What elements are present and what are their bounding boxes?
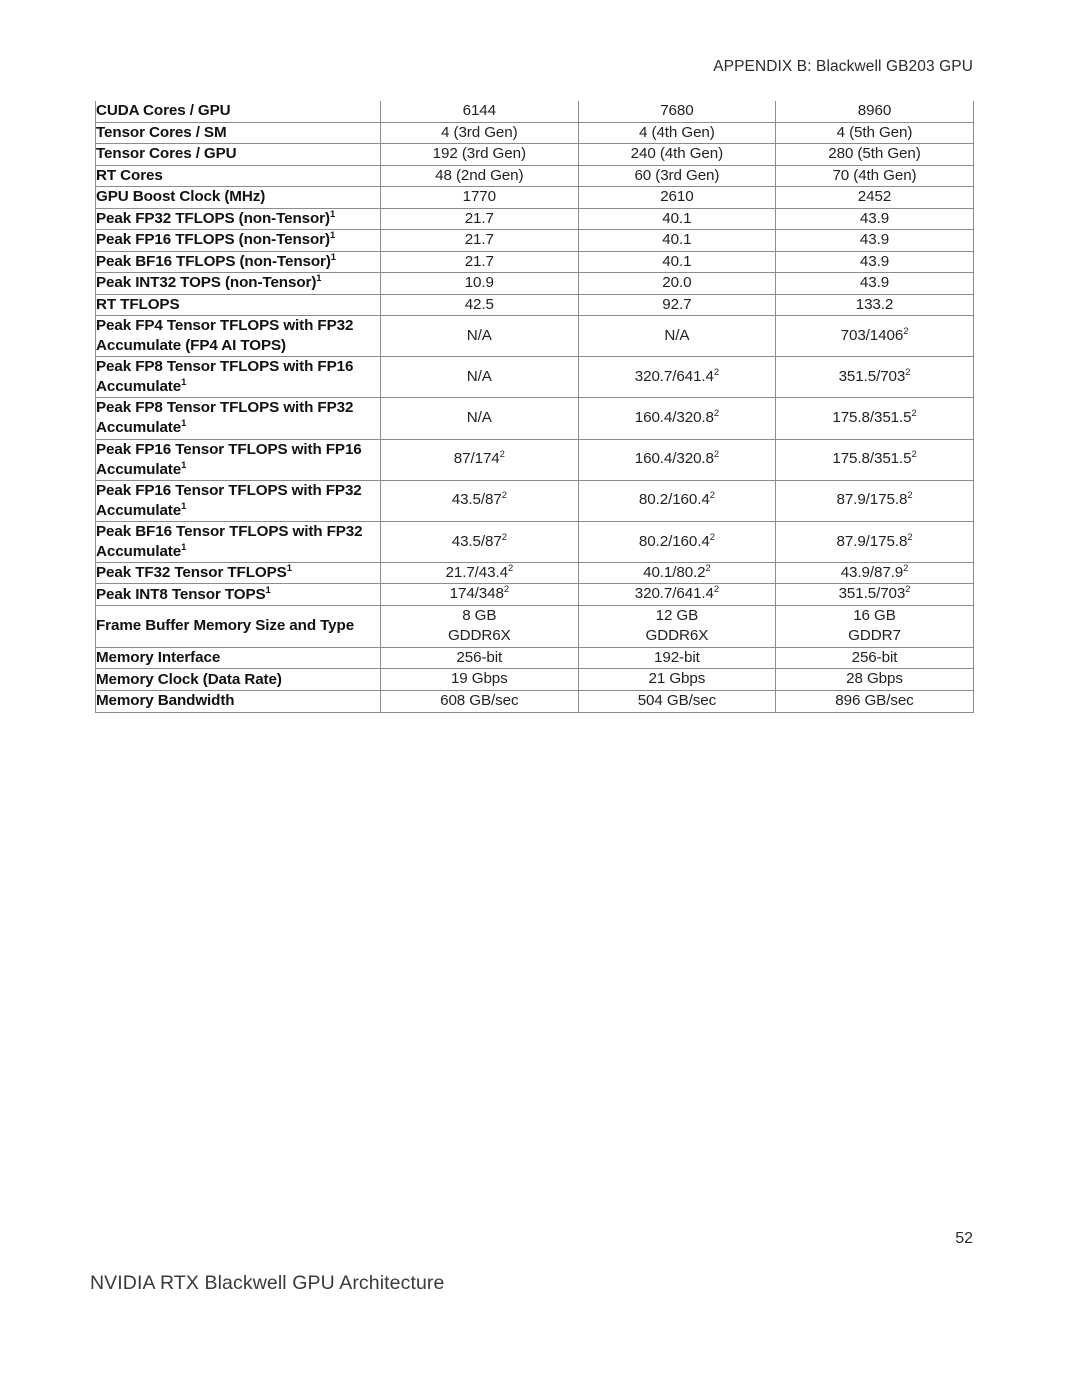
spec-value-cell [578,144,776,166]
spec-value-line: $43.5/87^2$ [451,530,507,550]
spec-value-cell [578,230,776,252]
footnote-marker: 1 [330,250,336,262]
spec-value-cell [578,398,776,439]
footnote-marker: 1 [286,562,292,574]
spec-value-cell [776,584,974,606]
page-number: 52 [955,1230,973,1247]
spec-label-cell: RT TFLOPS [96,294,381,316]
spec-value-cell [776,144,974,166]
document-footer-title: NVIDIA RTX Blackwell GPU Architecture [90,1272,445,1294]
spec-value-line: $43.5/87^2$ [451,489,507,509]
spec-value-cell [381,208,579,230]
spec-value-cell [776,294,974,316]
footnote-marker: 2 [905,366,911,378]
spec-value-line: 42.5 [464,295,494,313]
spec-value-cell [578,357,776,398]
table-row [96,605,974,647]
spec-value-cell [381,521,579,562]
spec-value-cell [381,316,579,357]
spec-value-cell [776,273,974,295]
spec-value-cell [776,647,974,669]
spec-value-cell [381,669,579,691]
spec-label-cell: Peak FP8 Tensor TFLOPS with FP32 Accumulate$^1$ [96,398,381,439]
table-row [96,562,974,584]
footnote-marker: 1 [181,499,187,511]
spec-value-line: N/A [466,409,492,427]
spec-value-cell [776,669,974,691]
spec-value-line: 4 (5th Gen) [836,123,913,141]
footnote-marker: 2 [907,489,913,501]
spec-value-cell [381,398,579,439]
spec-value-cell [776,165,974,187]
spec-value-cell [776,398,974,439]
spec-value-line: 256-bit [456,648,503,666]
spec-value-cell [776,357,974,398]
footnote-marker: 2 [501,530,507,542]
spec-value-cell [381,165,579,187]
spec-value-cell [578,562,776,584]
spec-value-line: 70 (4th Gen) [832,166,917,184]
table-row [96,230,974,252]
spec-value-line: GDDR6X [447,627,511,645]
footnote-marker: 2 [705,561,711,573]
spec-value-line: 133.2 [855,295,894,313]
spec-label-cell: Peak FP8 Tensor TFLOPS with FP16 Accumulate$^1$ [96,357,381,398]
spec-value-line: 175.8/351.5$^2$ [832,407,917,427]
spec-value-line: 16 GB [853,606,896,624]
spec-value-cell [578,294,776,316]
table-row [96,357,974,398]
spec-value-line: 504 GB/sec [637,692,717,709]
spec-value-line: 40.1/80.2$^2$ [643,561,711,581]
spec-value-line: 175.8/351.5$^2$ [832,448,917,468]
footnote-marker: 2 [709,489,715,501]
table-row [96,101,974,122]
spec-value-cell [776,691,974,713]
spec-value-line: 192 (3rd Gen) [432,145,526,163]
spec-label-cell: GPU Boost Clock (MHz) [96,187,381,209]
footnote-marker: 1 [181,376,187,388]
spec-value-line: 21 Gbps [648,670,706,688]
spec-label-cell: Peak FP16 Tensor TFLOPS with FP32 Accumulate$^1$ [96,480,381,521]
spec-value-cell [381,294,579,316]
spec-value-cell [381,584,579,606]
spec-value-cell [381,251,579,273]
spec-value-line: 80.2/160.4$^2$ [638,530,715,550]
spec-label-cell: Peak BF16 TFLOPS (non-Tensor)$^1$ [96,251,381,273]
footnote-marker: 2 [507,561,514,573]
spec-value-line: 21.7/43.4$^2$ [445,561,514,581]
spec-value-line: 8960 [857,102,892,119]
footnote-marker: 2 [911,448,917,460]
spec-value-cell [381,647,579,669]
spec-value-line: 280 (5th Gen) [828,145,921,163]
table-row [96,669,974,691]
table-row [96,398,974,439]
footnote-marker: 2 [911,407,917,419]
spec-value-line: N/A [664,326,690,344]
footnote-marker: 1 [181,417,187,429]
footnote-marker: 2 [713,448,720,460]
spec-label-cell: Memory Bandwidth [96,691,381,713]
footnote-marker: 1 [316,272,322,284]
footnote-marker: 1 [329,207,336,219]
footnote-marker: 1 [181,540,187,552]
spec-value-cell [381,439,579,480]
spec-value-line: 1770 [462,188,496,206]
spec-label-cell: Peak FP16 TFLOPS (non-Tensor)$^1$ [96,230,381,252]
footnote-marker: 2 [713,366,720,378]
table-row [96,208,974,230]
table-row [96,480,974,521]
spec-label-cell: Tensor Cores / SM [96,122,381,144]
spec-value-line: 87.9/175.8$^2$ [836,489,913,509]
spec-value-line: 40.1 [662,252,692,270]
spec-value-cell [578,584,776,606]
spec-value-cell [578,691,776,713]
spec-label-cell: Peak BF16 Tensor TFLOPS with FP32 Accumulate$^1$ [96,521,381,562]
spec-value-cell [381,605,579,647]
spec-value-line: 28 Gbps [846,670,903,688]
footnote-marker: 2 [709,530,715,542]
spec-label-cell: RT Cores [96,165,381,187]
footnote-marker: 2 [907,530,913,542]
spec-value-line: 87.9/175.8$^2$ [836,530,913,550]
spec-value-line: 60 (3rd Gen) [634,166,720,184]
spec-value-cell [776,122,974,144]
spec-value-cell [578,165,776,187]
spec-value-cell [776,521,974,562]
spec-value-line: 21.7 [464,252,494,270]
table-row [96,439,974,480]
spec-value-line: 43.9 [859,252,890,270]
spec-value-cell [578,187,776,209]
spec-value-cell [381,101,579,122]
spec-value-line: $351.5/703^2$ [838,366,911,386]
spec-value-line: N/A [466,326,492,344]
spec-value-line: 7680 [660,102,694,119]
spec-value-line: 256-bit [851,648,898,666]
table-row [96,187,974,209]
spec-value-line: 2610 [660,188,694,206]
spec-value-cell [578,316,776,357]
spec-value-cell [381,122,579,144]
spec-value-cell [578,273,776,295]
spec-value-line: 608 GB/sec [440,692,519,709]
spec-value-line: 2452 [857,188,892,206]
spec-value-line: 19 Gbps [450,670,508,688]
table-row [96,521,974,562]
spec-label-cell: Tensor Cores / GPU [96,144,381,166]
spec-value-line: 320.7/641.4$^2$ [634,583,720,603]
spec-value-cell [578,101,776,122]
spec-value-cell [578,647,776,669]
spec-value-cell [776,480,974,521]
spec-value-cell [381,357,579,398]
spec-value-cell [578,208,776,230]
spec-value-line: 12 GB [655,606,699,624]
spec-value-cell [381,691,579,713]
spec-value-line: 21.7 [464,231,494,249]
spec-value-line: 160.4/320.8$^2$ [634,407,720,427]
footnote-marker: 2 [499,448,505,460]
spec-value-line: 43.9/87.9$^2$ [840,561,909,581]
spec-value-cell [776,251,974,273]
spec-value-line: 240 (4th Gen) [630,145,724,163]
spec-value-cell [578,480,776,521]
spec-value-line: 4 (3rd Gen) [441,123,518,141]
spec-value-line: GDDR6X [645,627,709,645]
spec-value-line: 4 (4th Gen) [639,123,715,141]
spec-value-cell [578,605,776,647]
spec-label-cell: Memory Interface [96,647,381,669]
footnote-marker: 2 [713,583,720,595]
spec-label-cell: Peak FP4 Tensor TFLOPS with FP32 Accumulate (FP4 AI TOPS) [96,316,381,357]
spec-value-line: 92.7 [662,295,692,313]
spec-value-line: 10.9 [464,274,494,292]
spec-value-line: 896 GB/sec [835,692,914,709]
footnote-marker: 2 [503,583,509,595]
table-row [96,122,974,144]
spec-value-line: 160.4/320.8$^2$ [634,448,720,468]
table-row [96,294,974,316]
spec-label-cell: Peak INT8 Tensor TOPS$^1$ [96,584,381,606]
spec-value-cell [776,187,974,209]
spec-value-line: 192-bit [654,648,700,666]
spec-value-cell [578,251,776,273]
spec-value-line: 43.9 [859,274,890,292]
table-row [96,316,974,357]
spec-label-cell: Peak FP16 Tensor TFLOPS with FP16 Accumulate$^1$ [96,439,381,480]
gpu-spec-table-body [96,101,974,712]
spec-value-line: 43.9 [859,209,890,227]
running-header: APPENDIX B: Blackwell GB203 GPU [713,58,973,75]
spec-label-cell: Frame Buffer Memory Size and Type [96,605,381,647]
spec-value-cell [776,101,974,122]
spec-value-line: 703/1406$^2$ [840,324,909,344]
spec-value-line: $174/348^2$ [449,583,509,603]
footnote-marker: 2 [903,561,909,573]
spec-value-cell [776,208,974,230]
spec-value-line: 8 GB [462,606,497,624]
spec-value-cell [776,562,974,584]
spec-value-line: N/A [466,368,492,386]
spec-value-line: 40.1 [662,209,692,227]
spec-value-line: $87/174^2$ [453,448,505,468]
spec-value-cell [381,144,579,166]
gpu-spec-table [95,101,974,713]
spec-label-cell: Memory Clock (Data Rate) [96,669,381,691]
table-row [96,273,974,295]
spec-value-cell [578,122,776,144]
table-row [96,144,974,166]
table-row [96,165,974,187]
spec-value-line: 20.0 [662,274,692,292]
footnote-marker: 2 [905,583,911,595]
table-row [96,647,974,669]
spec-value-cell [776,439,974,480]
spec-label-cell: Peak INT32 TOPS (non-Tensor)$^1$ [96,273,381,295]
footnote-marker: 2 [501,489,507,501]
spec-value-cell [578,521,776,562]
spec-value-line: $351.5/703^2$ [838,583,911,603]
spec-value-line: 80.2/160.4$^2$ [638,489,715,509]
footnote-marker: 1 [181,458,187,470]
spec-value-line: 48 (2nd Gen) [435,166,524,184]
spec-label-cell: Peak FP32 TFLOPS (non-Tensor)$^1$ [96,208,381,230]
spec-value-cell [776,605,974,647]
spec-value-line: GDDR7 [848,627,901,645]
spec-label-cell: Peak TF32 Tensor TFLOPS$^1$ [96,562,381,584]
table-row [96,251,974,273]
spec-value-cell [381,273,579,295]
spec-value-cell [776,316,974,357]
footnote-marker: 2 [713,407,720,419]
spec-value-line: 6144 [462,102,496,119]
spec-value-line: 43.9 [859,231,890,249]
footnote-marker: 1 [329,229,336,241]
table-row [96,584,974,606]
spec-value-line: 21.7 [464,209,494,227]
spec-value-cell [381,230,579,252]
gpu-spec-table-container [95,101,973,713]
spec-value-cell [578,439,776,480]
footnote-marker: 2 [903,324,909,336]
spec-value-cell [381,480,579,521]
spec-value-cell [381,187,579,209]
spec-value-line: 320.7/641.4$^2$ [634,366,720,386]
spec-value-cell [381,562,579,584]
table-row [96,691,974,713]
spec-label-cell: CUDA Cores / GPU [96,101,381,122]
spec-value-cell [776,230,974,252]
spec-value-line: 40.1 [662,231,692,249]
spec-value-cell [578,669,776,691]
footnote-marker: 1 [265,583,271,595]
